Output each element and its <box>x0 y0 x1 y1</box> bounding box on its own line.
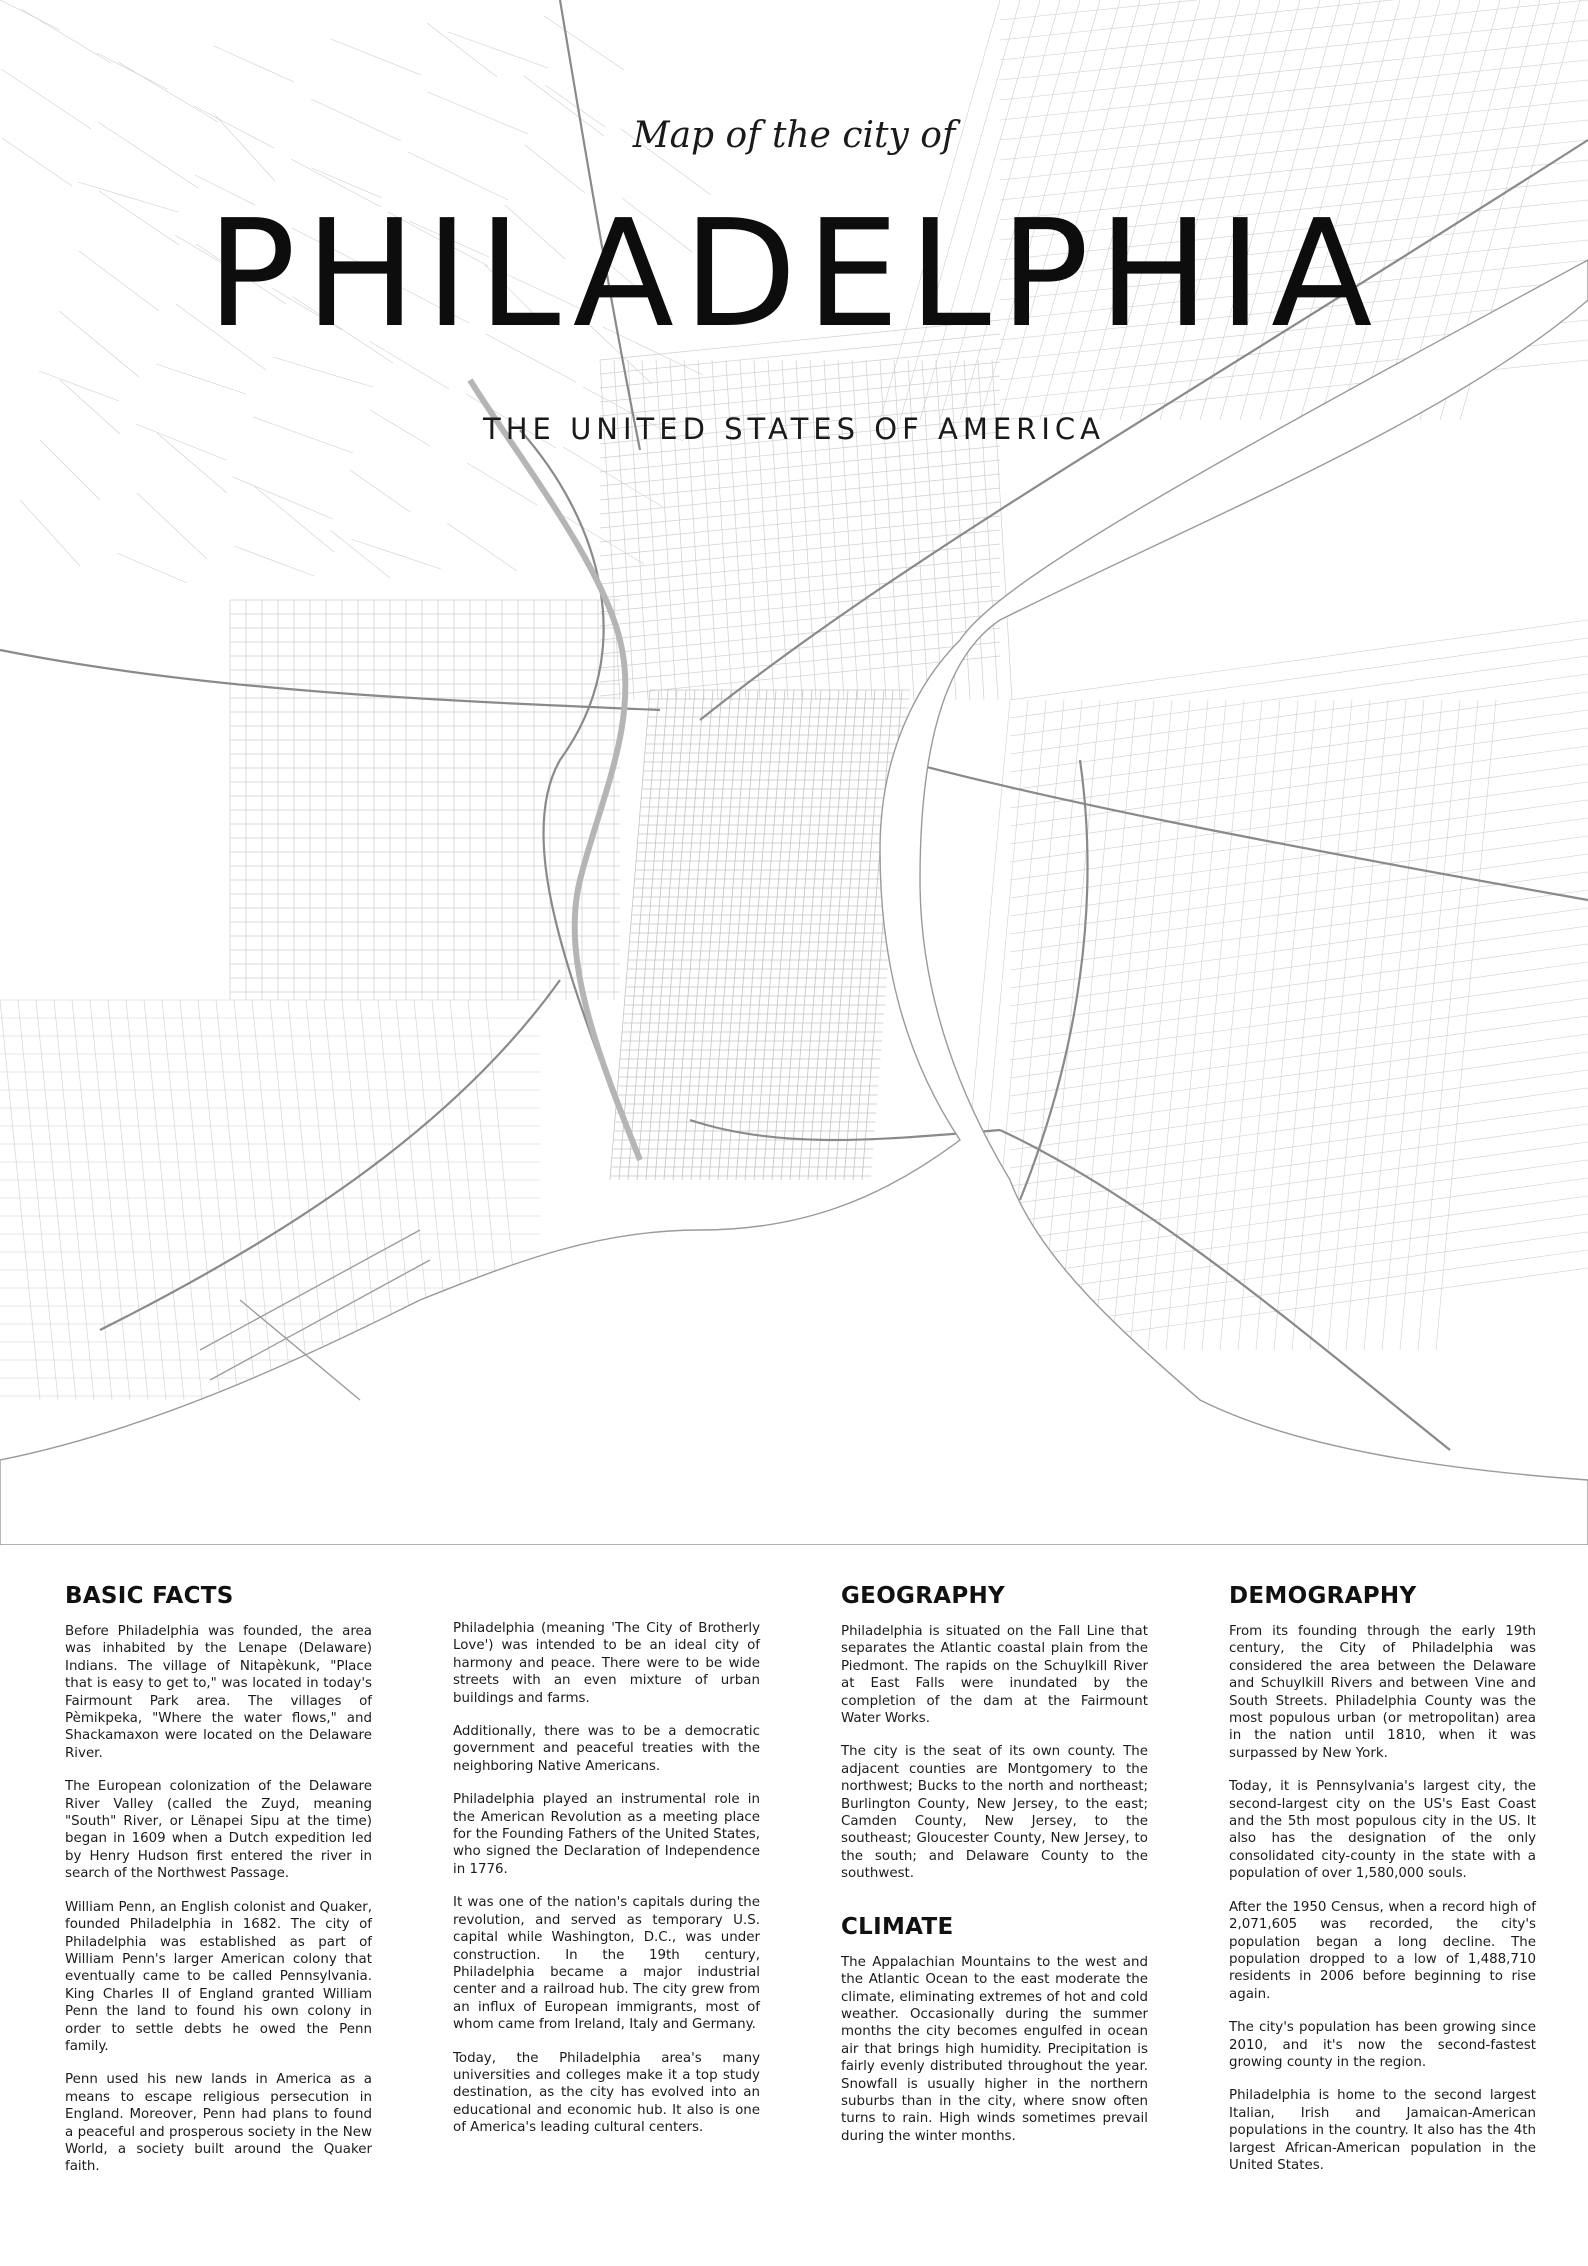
street-line <box>252 1000 292 1400</box>
street-line <box>216 1000 256 1400</box>
geography-heading: GEOGRAPHY <box>841 1583 1005 1609</box>
street-line <box>691 690 731 1180</box>
street-line <box>118 62 218 122</box>
street-line <box>18 1000 58 1400</box>
street-line <box>1346 700 1406 1350</box>
street-line <box>826 690 866 1180</box>
street-line <box>745 690 785 1180</box>
street-line <box>214 46 294 82</box>
street-line <box>772 690 812 1180</box>
street-line <box>1010 1106 1588 1186</box>
street-line <box>448 32 548 68</box>
street-line <box>1010 656 1588 736</box>
basic-facts-column <box>65 1582 372 2192</box>
geography-climate-column <box>841 1582 1148 2161</box>
street-line <box>254 486 334 552</box>
street-line <box>330 530 390 578</box>
street-line <box>1010 1178 1588 1258</box>
basic-facts-paragraph: The European colonization of the Delaware River Valley (called the Zuyd, meaning "South" River, or Lënapei Sipu at the time) began in 1609 when a Dutch expedition led by Henry Hudson first entered the river in search of the Northwest Passage. <box>65 1779 372 1882</box>
street-line <box>1000 60 1588 120</box>
street-line <box>1274 700 1334 1350</box>
street-line <box>664 690 704 1180</box>
street-line <box>351 539 441 569</box>
basic-facts-paragraph: Today, the Philadelphia area's many universities and colleges make it a top study destination, as the city has evolved into an educational and economic hub. It also is one of America's leading cultural centers. <box>453 2050 760 2136</box>
demography-paragraph: Philadelphia is home to the second largest Italian, Irish and Jamaican-American populations in the country. It also has the 4th largest African-American population in the United States. <box>1229 2088 1536 2173</box>
basic-facts-paragraph: Philadelphia played an instrumental role in the American Revolution as a meeting place for the Founding Fathers of the United States, who signed the Declaration of Independence in 1776. <box>453 1792 760 1877</box>
street-line <box>655 690 695 1180</box>
street-line <box>1220 700 1280 1350</box>
basic-facts-paragraph: Penn used his new lands in America as a means to escape religious persecution in England. Moreover, Penn had plans to found a peaceful and prosperous society in the New World, a society built around the Quaker faith. <box>65 2072 372 2175</box>
street-line <box>1010 1124 1588 1204</box>
basic-facts-column-2 <box>453 1620 760 2153</box>
street-line <box>447 523 517 571</box>
street-line <box>126 1000 166 1400</box>
street-line <box>781 690 821 1180</box>
street-line <box>90 1000 130 1400</box>
street-line <box>331 39 421 75</box>
street-line <box>1000 0 1588 60</box>
street-line <box>144 1000 184 1400</box>
street-line <box>1010 728 1588 808</box>
highway-west <box>0 650 660 710</box>
street-line <box>21 9 111 63</box>
climate-paragraph: The Appalachian Mountains to the west and the Atlantic Ocean to the east moderate the climate, eliminating extremes of hot and cold weather. Occasionally during the summer months the city becomes engulfed in ocean air that brings high humidity. Precipitation is fairly evenly distributed throughout the year. Snowfall is usually higher in the northern suburbs than in the city, where snow often turns to rain. High winds sometimes prevail during the winter months. <box>841 1954 1148 2144</box>
street-line <box>1010 638 1588 718</box>
street-line <box>180 1000 220 1400</box>
street-line <box>108 1000 148 1400</box>
street-line <box>1010 1232 1588 1312</box>
street-line <box>72 1000 112 1400</box>
highway-new-jersey <box>1020 760 1088 1200</box>
street-line <box>682 690 722 1180</box>
street-line <box>97 53 167 89</box>
street-line <box>835 690 875 1180</box>
street-line <box>36 1000 76 1400</box>
street-line <box>156 364 246 394</box>
demography-paragraph: After the 1950 Census, when a record high of 2,071,605 was recorded, the city's population began a long decline. The population dropped to a low of 1,488,710 residents in 2006 before beginning to rise again. <box>1229 1899 1536 2002</box>
highway-east <box>900 760 1588 900</box>
street-line <box>709 690 749 1180</box>
street-line <box>1010 1016 1588 1096</box>
street-line <box>1010 800 1588 880</box>
street-line <box>646 690 686 1180</box>
basic-facts-paragraph: William Penn, an English colonist and Quaker, founded Philadelphia in 1682. The city of Philadelphia was established as part of William Penn's larger American colony that eventually came to be called Pennsylvania. King Charles II of England granted William Penn the land to found his own colony in order to settle debts he owed the Penn family. <box>65 1899 372 2054</box>
street-line <box>137 493 207 559</box>
street-line <box>628 690 668 1180</box>
basic-facts-paragraph: Philadelphia (meaning 'The City of Brotherly Love') was intended to be an ideal city of harmony and peace. There were to be wide streets with an even mixture of urban buildings and farms. <box>453 1621 760 1706</box>
street-line <box>1000 360 1588 420</box>
street-line <box>1010 998 1588 1078</box>
street-line <box>1010 710 1588 790</box>
street-line <box>234 1000 274 1400</box>
street-line <box>1010 854 1588 934</box>
street-line <box>1010 620 1588 700</box>
street-line <box>1010 1196 1588 1276</box>
street-line <box>1010 1160 1588 1240</box>
country-title: THE UNITED STATES OF AMERICA <box>483 412 1105 446</box>
street-line <box>1112 700 1172 1350</box>
demography-heading: DEMOGRAPHY <box>1229 1583 1417 1609</box>
street-line <box>619 690 659 1180</box>
street-line <box>0 1000 40 1400</box>
street-line <box>1010 674 1588 754</box>
street-line <box>1010 908 1588 988</box>
street-line <box>1310 700 1370 1350</box>
street-line <box>40 440 100 500</box>
street-line <box>273 357 373 387</box>
street-line <box>233 477 333 519</box>
street-line <box>1400 700 1460 1350</box>
street-line <box>799 690 839 1180</box>
street-line <box>544 16 624 70</box>
street-line <box>844 690 884 1180</box>
street-line <box>727 690 767 1180</box>
demography-paragraph: Today, it is Pennsylvania's largest city, the second-largest city on the US's East Coast and the 5th most populous city in the US. It also has the designation of the only consolidated city-county in the state with a population of over 1,580,000 souls. <box>1229 1779 1536 1882</box>
basic-facts-paragraph: Additionally, there was to be a democratic government and peaceful treaties with the neighboring Native Americans. <box>453 1724 760 1774</box>
street-line <box>1010 1214 1588 1294</box>
street-line <box>350 470 410 512</box>
street-line <box>1010 944 1588 1024</box>
street-line <box>20 500 80 566</box>
climate-heading: CLIMATE <box>841 1913 954 1940</box>
street-line <box>808 690 848 1180</box>
street-line <box>117 553 187 583</box>
street-line <box>162 1000 202 1400</box>
street-line <box>427 23 497 77</box>
city-title: PHILADELPHIA <box>206 188 1382 360</box>
street-line <box>563 447 663 507</box>
street-line <box>1010 1034 1588 1114</box>
street-line <box>270 1000 310 1400</box>
street-line <box>1418 700 1478 1350</box>
street-line <box>736 690 776 1180</box>
street-line <box>0 0 60 30</box>
street-line <box>1010 980 1588 1060</box>
street-line <box>754 690 794 1180</box>
demography-paragraph: The city's population has been growing since 2010, and it's now the second-fastest growing county in the region. <box>1229 2020 1536 2070</box>
demography-column <box>1229 1582 1536 2190</box>
map-subtitle-script: Map of the city of <box>632 115 956 156</box>
street-line <box>1292 700 1352 1350</box>
street-line <box>1328 700 1388 1350</box>
basic-facts-paragraph: It was one of the nation's capitals during the revolution, and served as temporary U.S. capital while Washington, D.C., was under construction. In the 19th century, Philadelphia became a major industrial center and a railroad hub. The city grew from an influx of European immigrants, most of whom came from Ireland, Italy and Germany. <box>453 1895 760 2033</box>
street-line <box>1010 746 1588 826</box>
street-line <box>39 371 119 401</box>
street-line <box>54 1000 94 1400</box>
street-line <box>1436 700 1496 1350</box>
street-line <box>1010 962 1588 1042</box>
basic-facts-paragraph: Before Philadelphia was founded, the area was inhabited by the Lenape (Delaware) Indians. The village of Nitapèkunk, "Place that is easy to get to," was located in today's Fairmount Park area. The villages of Pèmikpeka, "Where the water flows," and Shackamaxon were located on the Delaware River. <box>65 1624 372 1761</box>
street-line <box>1010 1052 1588 1132</box>
street-line <box>763 690 803 1180</box>
street-line <box>790 690 830 1180</box>
street-line <box>1202 700 1262 1350</box>
street-line <box>1010 764 1588 844</box>
street-line <box>288 1000 328 1400</box>
street-line <box>637 690 677 1180</box>
street-line <box>1010 692 1588 772</box>
street-line <box>1238 700 1298 1350</box>
street-line <box>1010 782 1588 862</box>
geography-paragraph: The city is the seat of its own county. The adjacent counties are Montgomery to the northwest; Bucks to the north and northeast; Burlington County, New Jersey, to the east; Camden County, New Jersey, to the southeast; Gloucester County, New Jersey, to the south; and Delaware County to the southwest. <box>841 1744 1148 1882</box>
street-line <box>700 690 740 1180</box>
street-line <box>1094 700 1154 1350</box>
street-line <box>1010 926 1588 1006</box>
geography-paragraph: Philadelphia is situated on the Fall Line that separates the Atlantic coastal plain from the Piedmont. The rapids on the Schuylkill River at East Falls were inundated by the completion of the dam at the Fairmount Water Works. <box>841 1624 1148 1727</box>
basic-facts-heading: BASIC FACTS <box>65 1583 234 1609</box>
street-line <box>718 690 758 1180</box>
street-line <box>673 690 713 1180</box>
street-line <box>817 690 857 1180</box>
demography-paragraph: From its founding through the early 19th century, the City of Philadelphia was considered the area between the Delaware and Schuylkill Rivers and between Vine and South Streets. Philadelphia County was the most populous urban (or metropolitan) area in the nation until 1810, when it was surpassed by New York. <box>1229 1624 1536 1761</box>
street-line <box>234 546 314 576</box>
